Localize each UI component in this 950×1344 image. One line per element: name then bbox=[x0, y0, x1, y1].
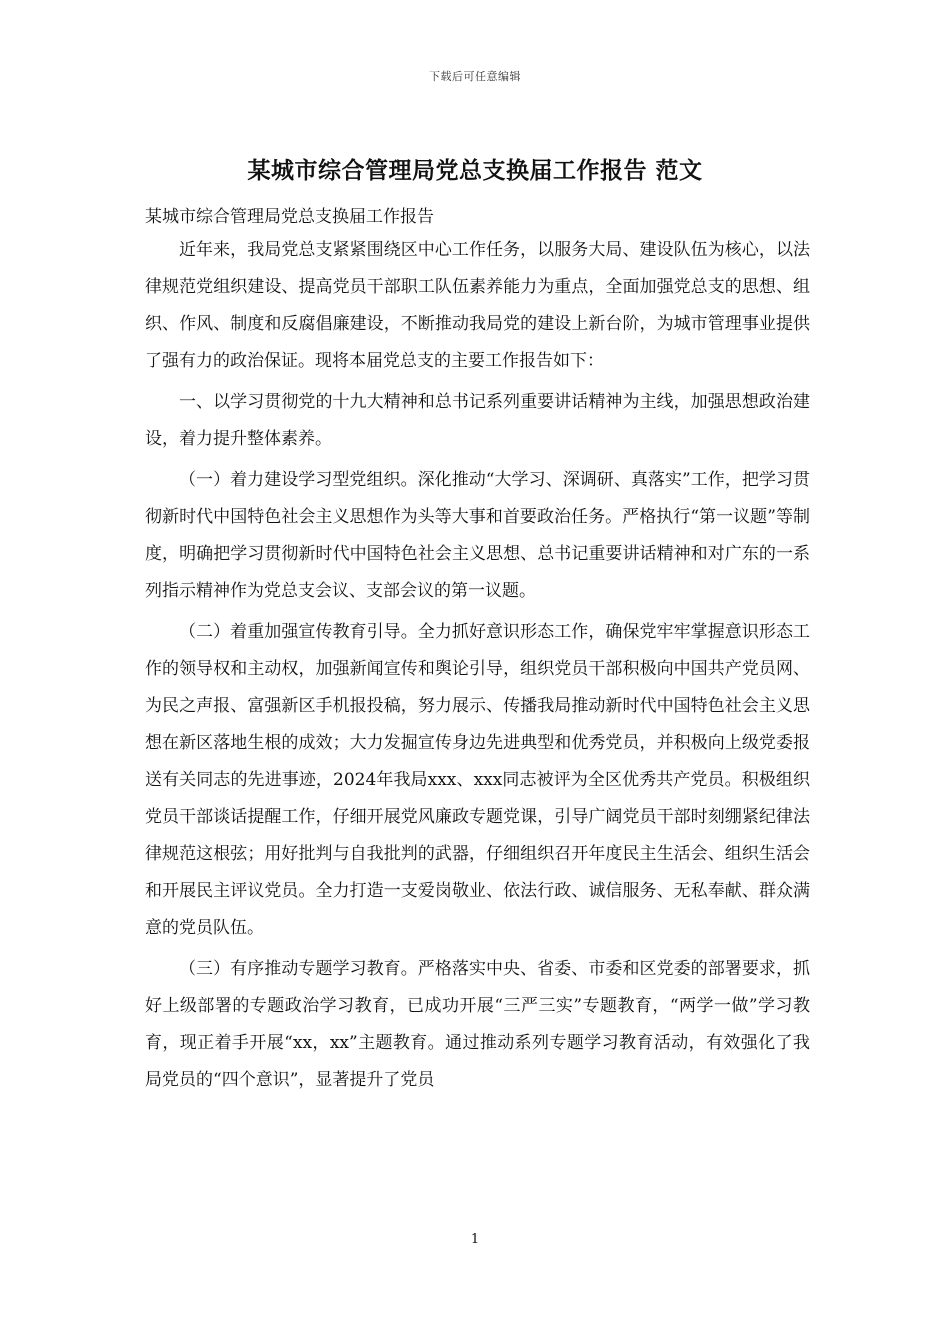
paragraph-section-1: 一、以学习贯彻党的十九大精神和总书记系列重要讲话精神为主线，加强思想政治建设，着力提升整体素养。 bbox=[145, 392, 810, 449]
document-subtitle: 某城市综合管理局党总支换届工作报告 bbox=[145, 207, 434, 227]
paragraph-subsection-3: （三）有序推动专题学习教育。严格落实中央、省委、市委和区党委的部署要求，抓好上级部署的专题政治学习教育，已成功开展“三严三实”专题教育，“两学一做”学习教育，现正着手开展“xx，xx”主题教育。通过推动系列专题学习教育活动，有效强化了我局党员的“四个意识”，显著提升了党员 bbox=[145, 959, 810, 1090]
paragraph-subsection-2: （二）着重加强宣传教育引导。全力抓好意识形态工作，确保党牢牢掌握意识形态工作的领导权和主动权，加强新闻宣传和舆论引导，组织党员干部积极向中国共产党员网、为民之声报、富强新区手机报投稿，努力展示、传播我局推动新时代中国特色社会主义思想在新区落地生根的成效；大力发掘宣传身边先进典型和优秀党员，并积极向上级党委报送有关同志的先进事迹，2024年我局xxx、xxx同志被评为全区优秀共产党员。积极组织党员干部谈话提醒工作，仔细开展党风廉政专题党课，引导广阔党员干部时刻绷紧纪律法律规范这根弦；用好批判与自我批判的武器，仔细组织召开年度民主生活会、组织生活会和开展民主评议党员。全力打造一支爱岗敬业、依法行政、诚信服务、无私奉献、群众满意的党员队伍。 bbox=[145, 622, 810, 938]
page-number: 1 bbox=[470, 1232, 480, 1247]
paragraph-intro: 近年来，我局党总支紧紧围绕区中心工作任务，以服务大局、建设队伍为核心，以法律规范党组织建设、提高党员干部职工队伍素养能力为重点，全面加强党总支的思想、组织、作风、制度和反腐倡廉建设，不断推动我局党的建设上新台阶，为城市管理事业提供了强有力的政治保证。现将本届党总支的主要工作报告如下： bbox=[145, 240, 810, 371]
paragraph-subsection-1: （一）着力建设学习型党组织。深化推动“大学习、深调研、真落实”工作，把学习贯彻新时代中国特色社会主义思想作为头等大事和首要政治任务。严格执行“第一议题”等制度，明确把学习贯彻新时代中国特色社会主义思想、总书记重要讲话精神和对广东的一系列指示精神作为党总支会议、支部会议的第一议题。 bbox=[145, 470, 810, 601]
document-title: 某城市综合管理局党总支换届工作报告 范文 bbox=[247, 157, 703, 184]
header-note: 下载后可任意编辑 bbox=[429, 70, 521, 83]
document-body bbox=[145, 232, 810, 1103]
